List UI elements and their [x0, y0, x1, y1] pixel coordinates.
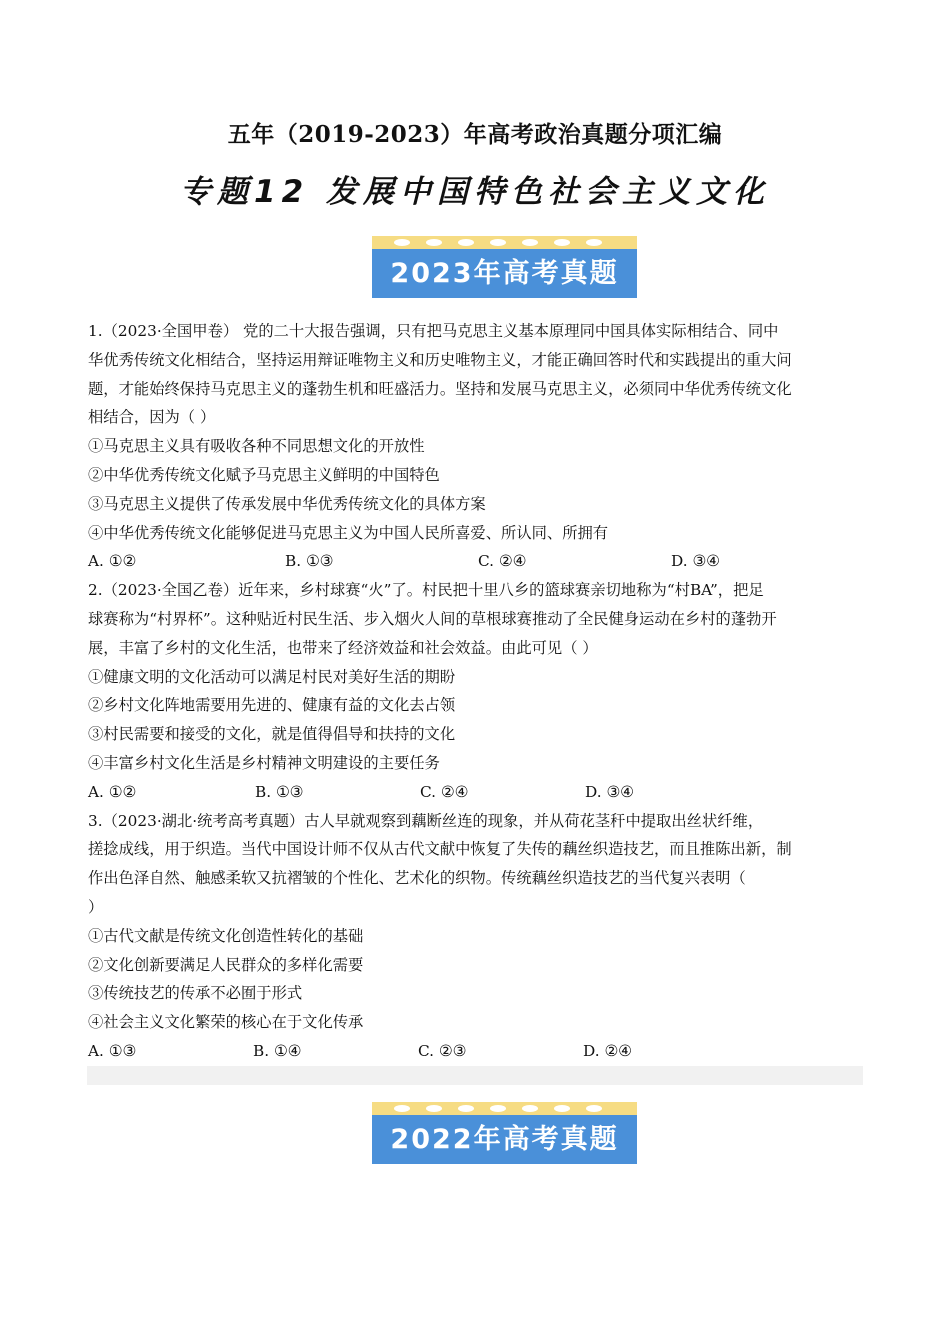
question-2: [88, 576, 863, 806]
option-c: C. ②③: [418, 1041, 467, 1060]
statement-item: ①马克思主义具有吸收各种不同思想文化的开放性: [88, 437, 425, 456]
option-c: C. ②④: [420, 782, 469, 801]
document-title: 五年（2019-2023）年高考政治真题分项汇编: [227, 121, 723, 148]
option-d: D. ③④: [585, 782, 634, 801]
statement-item: ③马克思主义提供了传承发展中华优秀传统文化的具体方案: [88, 494, 486, 513]
statement-item: ④中华优秀传统文化能够促进马克思主义为中国人民所喜爱、所认同、所拥有: [88, 523, 609, 542]
statement-item: ③传统技艺的传承不必囿于形式: [88, 984, 303, 1003]
statement-item: ②文化创新要满足人民群众的多样化需要: [88, 955, 364, 974]
option-c: C. ②④: [478, 552, 527, 571]
banner-ruler-decoration: [372, 236, 637, 249]
question-stem-line: 展，丰富了乡村的文化生活，也带来了经济效益和社会效益。由此可见（ ）: [88, 638, 598, 657]
answer-options: [88, 1037, 863, 1066]
section-banner-2023: [372, 236, 637, 298]
statement-item: ②中华优秀传统文化赋予马克思主义鲜明的中国特色: [88, 465, 440, 484]
question-3: [88, 807, 863, 1066]
section-banner-2022: [372, 1102, 637, 1164]
statement-item: ④社会主义文化繁荣的核心在于文化传承: [88, 1013, 364, 1032]
question-stem-line: 华优秀传统文化相结合，坚持运用辩证唯物主义和历史唯物主义，才能正确回答时代和实践提出的重大问: [88, 350, 792, 369]
topic-title: 专题12 发展中国特色社会主义文化: [180, 174, 770, 210]
question-stem-line: 球赛称为“村界杯”。这种贴近村民生活、步入烟火人间的草根球赛推动了全民健身运动在乡村的蓬勃开: [88, 609, 777, 628]
statement-item: ①古代文献是传统文化创造性转化的基础: [88, 926, 364, 945]
question-stem-line: 作出色泽自然、触感柔软又抗褶皱的个性化、艺术化的织物。传统藕丝织造技艺的当代复兴表明（: [88, 869, 746, 888]
question-stem-line: 相结合，因为（ ）: [88, 408, 216, 427]
option-b: B. ①④: [253, 1041, 302, 1060]
statement-item: ④丰富乡村文化生活是乡村精神文明建设的主要任务: [88, 753, 440, 772]
section-heading: 2022年高考真题: [372, 1115, 637, 1164]
question-stem-line: 搓捻成线，用于织造。当代中国设计师不仅从古代文献中恢复了失传的藕丝织造技艺，而且推陈出新，制: [88, 840, 792, 859]
statement-item: ①健康文明的文化活动可以满足村民对美好生活的期盼: [88, 667, 456, 686]
question-stem-line: 1.（2023·全国甲卷） 党的二十大报告强调，只有把马克思主义基本原理同中国具体实际相结合、同中: [88, 322, 779, 340]
option-b: B. ①③: [285, 552, 334, 571]
answer-options: [88, 547, 863, 576]
question-stem-line: 2.（2023·全国乙卷）近年来，乡村球赛“火”了。村民把十里八乡的篮球赛亲切地称为“村BA”，把足: [88, 581, 764, 600]
option-a: A. ①②: [88, 552, 137, 571]
option-d: D. ②④: [583, 1041, 632, 1060]
option-a: A. ①②: [88, 782, 137, 801]
question-stem-line: 3.（2023·湖北·统考高考真题）古人早就观察到藕断丝连的现象，并从荷花茎秆中提取出丝状纤维，: [88, 811, 764, 830]
answer-options: [88, 778, 863, 807]
option-a: A. ①③: [88, 1041, 137, 1060]
section-divider: [87, 1066, 863, 1085]
question-stem-line: ）: [88, 897, 104, 916]
statement-item: ②乡村文化阵地需要用先进的、健康有益的文化去占领: [88, 696, 456, 715]
banner-ruler-decoration: [372, 1102, 637, 1115]
option-d: D. ③④: [671, 552, 720, 571]
statement-item: ③村民需要和接受的文化，就是值得倡导和扶持的文化: [88, 725, 456, 744]
question-list: [88, 317, 863, 1066]
option-b: B. ①③: [255, 782, 304, 801]
question-stem-line: 题，才能始终保持马克思主义的蓬勃生机和旺盛活力。坚持和发展马克思主义，必须同中华优秀传统文化: [88, 379, 792, 398]
question-1: [88, 317, 863, 576]
section-heading: 2023年高考真题: [372, 249, 637, 298]
